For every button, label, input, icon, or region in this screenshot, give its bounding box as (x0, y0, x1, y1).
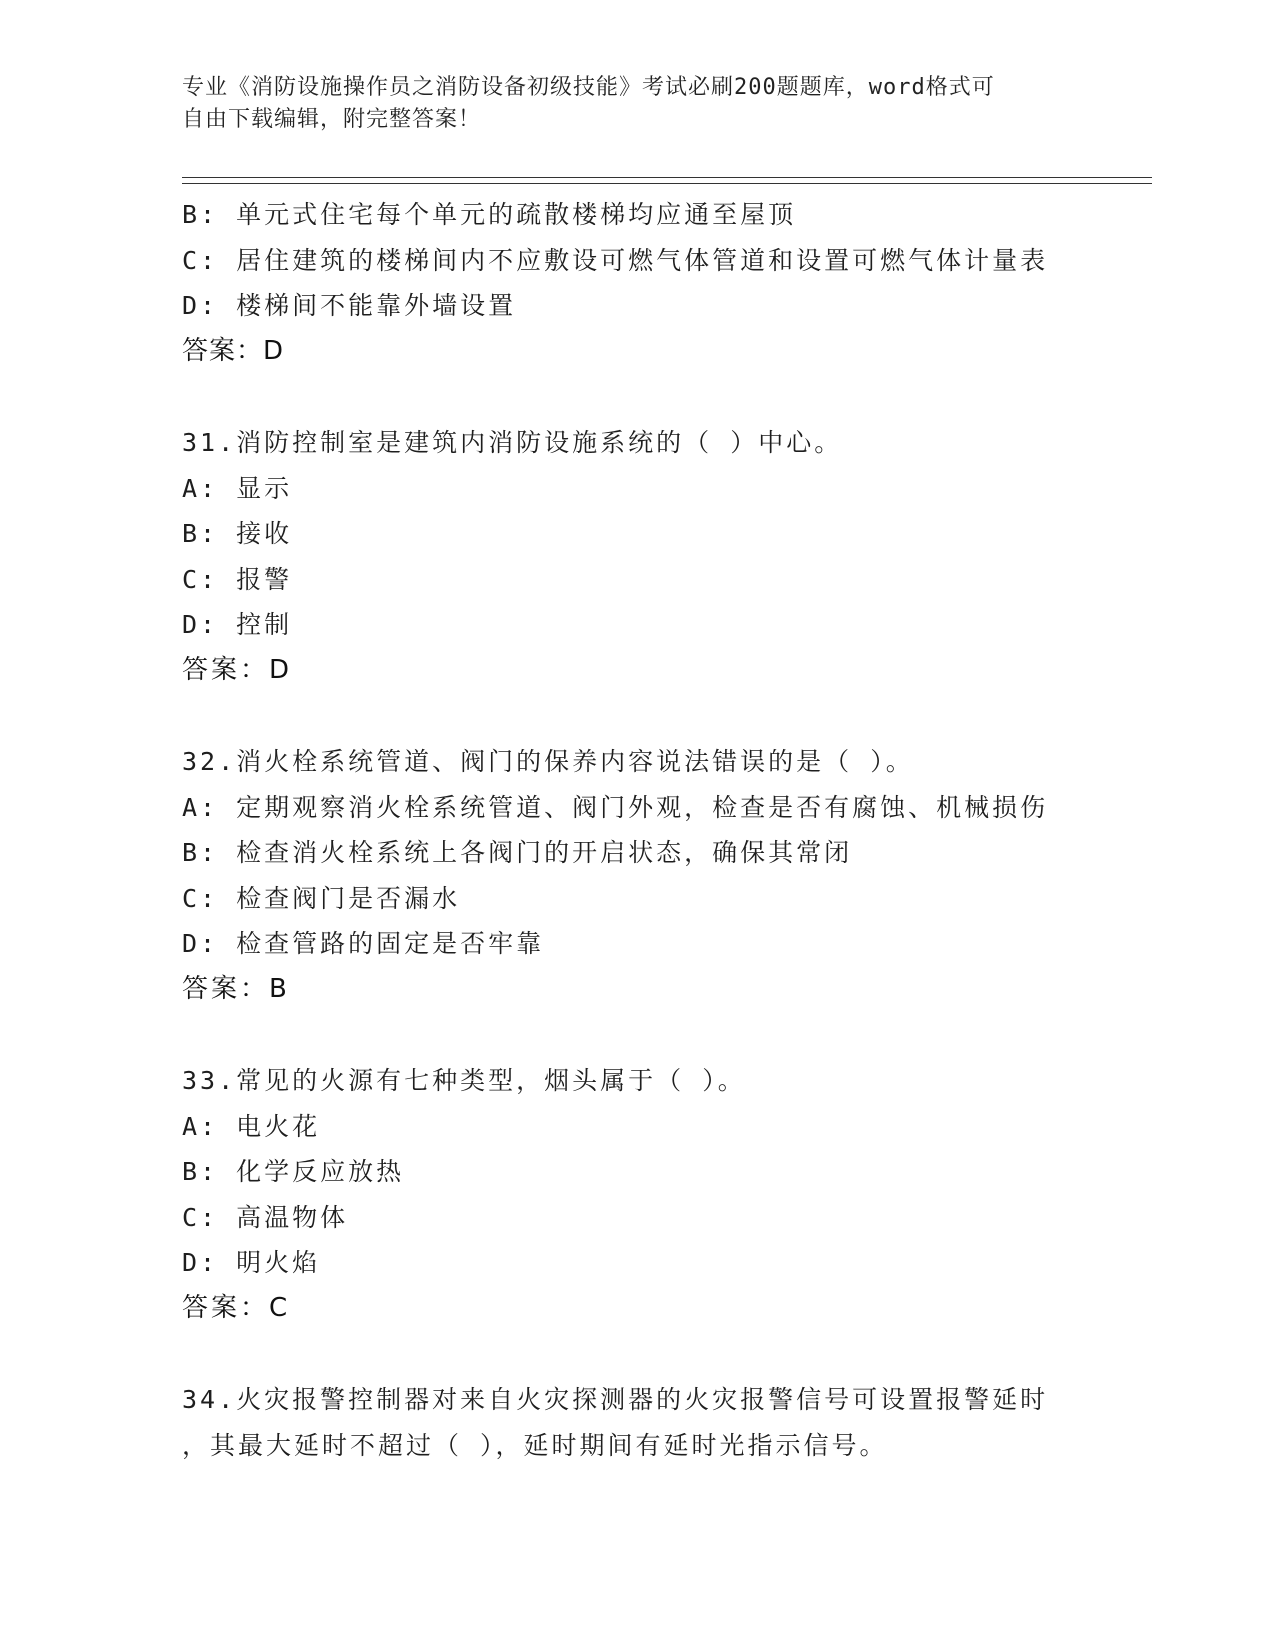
question-list (182, 192, 1082, 1468)
answer: 答案：D (182, 654, 293, 685)
header-line-1: 专业《消防设施操作员之消防设备初级技能》考试必刷200题题库，word格式可 (182, 75, 995, 100)
option-b: B: 化学反应放热 (182, 1157, 405, 1186)
option-a: A: 显示 (182, 473, 293, 503)
header-divider-bottom (182, 183, 1152, 184)
option-c: C: 报警 (182, 564, 293, 594)
option-c: C: 高温物体 (182, 1202, 349, 1232)
question-30-continued (182, 192, 1082, 374)
document-header (182, 72, 1062, 136)
option-c: C: 检查阀门是否漏水 (182, 883, 461, 913)
option-a: A: 电火花 (182, 1111, 321, 1141)
option-d: D: 明火焰 (182, 1248, 321, 1277)
option-d: D: 检查管路的固定是否牢靠 (182, 929, 545, 958)
question-stem-line-1: 34.火灾报警控制器对来自火灾探测器的火灾报警信号可设置报警延时 (182, 1385, 1049, 1414)
question-stem: 31.消防控制室是建筑内消防设施系统的（ ）中心。 (182, 428, 843, 457)
question-stem: 33.常见的火源有七种类型，烟头属于（ ）。 (182, 1066, 746, 1095)
spacer (182, 693, 1082, 739)
question-34 (182, 1377, 1082, 1468)
option-d: D: 控制 (182, 610, 293, 639)
question-31 (182, 420, 1082, 693)
option-b: B: 单元式住宅每个单元的疏散楼梯均应通至屋顶 (182, 200, 797, 229)
question-stem: 32.消火栓系统管道、阀门的保养内容说法错误的是（ ）。 (182, 747, 914, 776)
header-divider-top (182, 177, 1152, 178)
spacer (182, 374, 1082, 420)
option-b: B: 检查消火栓系统上各阀门的开启状态，确保其常闭 (182, 838, 853, 867)
answer: 答案：C (182, 1292, 291, 1323)
question-33 (182, 1058, 1082, 1331)
spacer (182, 1012, 1082, 1058)
option-c: C: 居住建筑的楼梯间内不应敷设可燃气体管道和设置可燃气体计量表 (182, 245, 1049, 275)
option-d: D: 楼梯间不能靠外墙设置 (182, 291, 517, 320)
header-line-2: 自由下载编辑，附完整答案！ (182, 107, 482, 132)
option-b: B: 接收 (182, 519, 293, 548)
answer: 答案：B (182, 973, 290, 1004)
spacer (182, 1331, 1082, 1377)
question-stem-line-2: ，其最大延时不超过（ ），延时期间有延时光指示信号。 (182, 1430, 888, 1460)
question-32 (182, 739, 1082, 1012)
answer: 答案：D (182, 335, 285, 366)
option-a: A: 定期观察消火栓系统管道、阀门外观，检查是否有腐蚀、机械损伤 (182, 792, 1049, 822)
